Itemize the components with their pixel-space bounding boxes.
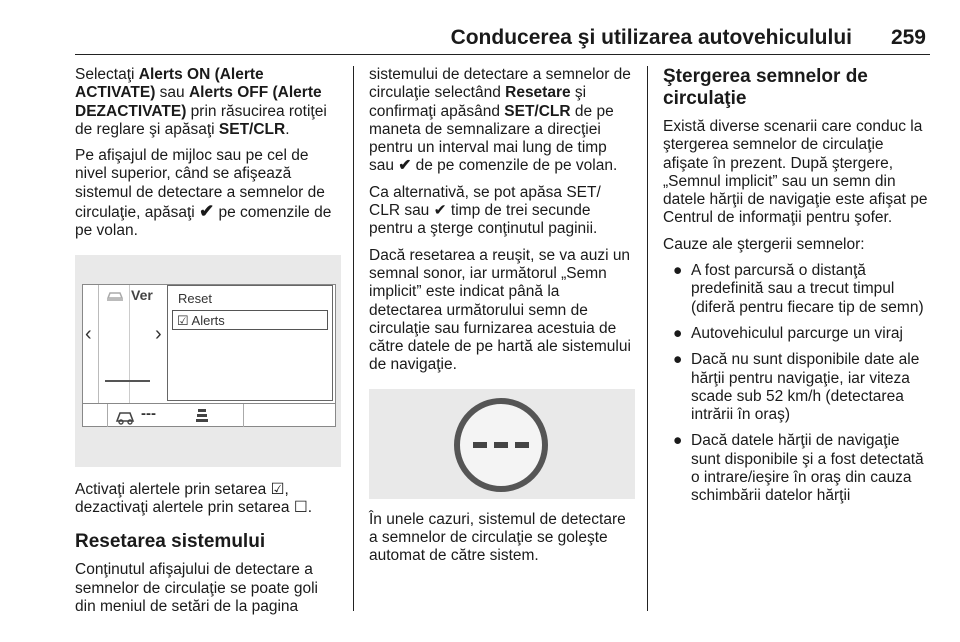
paragraph	[75, 66, 341, 139]
text: sau	[155, 84, 189, 102]
traffic-sign-camera-icon	[115, 407, 137, 425]
column-2	[369, 66, 635, 574]
menu-item-reset[interactable]: Reset	[178, 290, 212, 306]
bold-text: Alerts ON (Alerte ACTIVATE)	[75, 66, 264, 102]
menu-label-ver: Ver	[131, 286, 153, 303]
status-bar	[83, 403, 335, 427]
bold-text: Alerts OFF (Alerte DEZACTIVATE)	[75, 84, 322, 120]
text: Selectaţi	[75, 66, 139, 83]
list-item	[663, 432, 933, 505]
column-3	[663, 66, 933, 514]
paragraph: Ca alternativă, se pot apăsa SET/ CLR sau ✔ timp de trei secunde pentru a şterge conţinutul paginii.	[369, 183, 601, 238]
paragraph: În unele cazuri, sistemul de detectare a semnelor de circulaţie se goleşte automat de către sistem.	[369, 510, 626, 565]
list-item	[663, 262, 933, 317]
checkmark-icon: ✔	[199, 201, 215, 222]
display-screen-figure	[75, 255, 341, 467]
paragraph: Conţinutul afişajului de detectare a semnelor de circulaţie se poate goli din meniul de setări de la pagina	[75, 561, 318, 615]
bold-text: SET/CLR	[218, 120, 286, 138]
column-1	[75, 66, 341, 624]
menu-item-alerts-selected[interactable]	[172, 310, 328, 330]
text: de pe maneta de semnalizare a direcţiei pentru un interval mai lung de timp sau	[369, 102, 614, 175]
text: Pe afişajul de mijloc sau pe cel de nivel superior, când se afişează sistemul de detectare a semnelor de circulaţie, apăsaţi	[75, 147, 325, 222]
default-sign-figure	[369, 389, 635, 499]
list-item-text: Autovehiculul parcurge un viraj	[691, 324, 903, 342]
text: pe comenzile de pe volan.	[75, 204, 332, 240]
page-title: Conducerea şi utilizarea autovehiculului	[450, 26, 852, 49]
page-number: 259	[890, 26, 926, 49]
bullet-icon: ●	[673, 262, 683, 280]
bullet-icon: ●	[673, 351, 683, 369]
chevron-left-icon: ‹	[85, 322, 92, 345]
list-item-text: Dacă nu sunt disponibile date ale hărţii pentru navigaţie, iar viteza scade sub 52 km/h (detectarea intrării în oraş)	[691, 351, 920, 424]
column-divider	[647, 66, 648, 611]
text: de pe comenzile de pe volan.	[411, 157, 618, 175]
default-sign-icon	[453, 397, 549, 493]
chevron-right-icon: ›	[155, 322, 162, 345]
bullet-icon: ●	[673, 324, 683, 342]
display-screen	[82, 284, 336, 427]
list-item	[663, 325, 933, 343]
checkmark-icon: ✔	[398, 157, 412, 175]
bold-text: SET/CLR	[504, 102, 571, 120]
text: şi confirmaţi apăsând	[369, 84, 587, 120]
paragraph	[369, 66, 635, 176]
settings-popup	[167, 285, 333, 401]
status-dashes: ---	[141, 404, 156, 422]
list-item-text: A fost parcursă o distanţă predefinită sau a trecut timpul (diferă pentru fiecare tip de semn)	[691, 262, 924, 316]
column-divider	[353, 66, 354, 611]
divider-line	[105, 380, 150, 382]
paragraph	[75, 147, 341, 240]
text: .	[285, 120, 290, 138]
paragraph: Există diverse scenarii care conduc la ştergerea semnelor de circulaţie afişate în prezent. După ştergere, „Semnul implicit” sau un semn din datele hărţii de navigaţie este afişat pe Centrul de informaţii pentru şofer.	[663, 118, 928, 227]
page-header	[75, 24, 930, 55]
bullet-list	[663, 262, 933, 506]
menu-column	[129, 285, 152, 403]
menu-item-alerts-label: ☑ Alerts	[177, 312, 225, 328]
text: prin răsucirea rotiţei de reglare şi apăsaţi	[75, 102, 327, 138]
lane-icon	[195, 408, 209, 422]
car-icon	[105, 289, 125, 303]
bullet-icon: ●	[673, 432, 683, 450]
paragraph: Dacă resetarea a reuşit, se va auzi un semnal sonor, iar următorul „Semn implicit” este indicat până la detectarea următorului semn de circulaţie sau furnizarea acestuia de către datele de pe hartă ale sistemului de navigaţie.	[369, 246, 631, 374]
bold-text: Resetare	[505, 84, 571, 102]
section-heading: Ştergerea semnelor de circulaţie	[663, 66, 868, 109]
text: sistemului de detectare a semnelor de circulaţie selectând	[369, 66, 631, 102]
section-heading: Resetarea sistemului	[75, 531, 266, 553]
paragraph: Activaţi alertele prin setarea ☑, dezactivaţi alertele prin setarea ☐.	[75, 480, 313, 516]
paragraph: Cauze ale ştergerii semnelor:	[663, 235, 865, 253]
list-item	[663, 351, 933, 424]
list-item-text: Dacă datele hărţii de navigaţie sunt disponibile şi a fost detectată o intrare/ieşire în oraş din cauza schimbării datelor hărţii	[691, 432, 924, 505]
